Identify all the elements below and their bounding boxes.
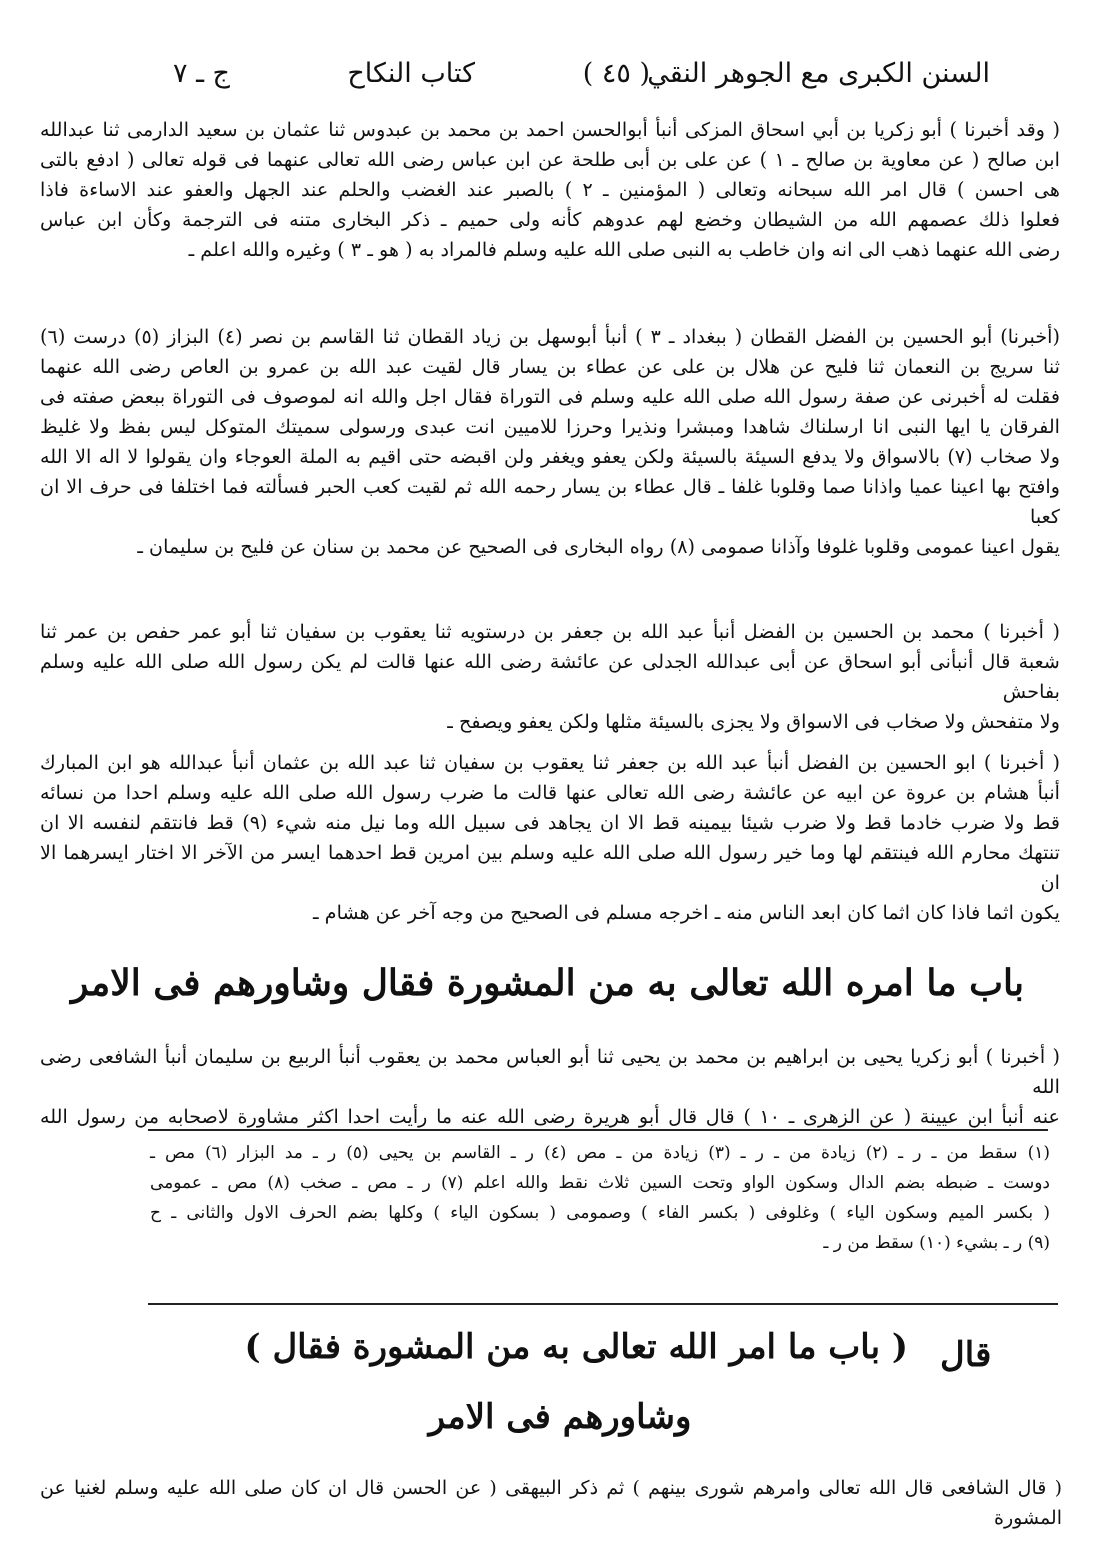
- text-line: هى احسن ) قال امر الله سبحانه وتعالى ( المؤمنين ـ ٢ ) بالصبر عند الغضب والحلم عند الجهل والعفو عند الاساءة فاذا: [40, 178, 1060, 201]
- text-line: ولا صخاب (٧) بالاسواق ولا يدفع السيئة بالسيئة ولكن يعفو ويغفر ولن اقبضه حتى اقيم به الملة العوجاء وان يقولوا لا اله الا الله: [40, 445, 1060, 468]
- text-line: يقول اعينا عمومى وقلوبا غلوفا وآذانا صمومى (٨) رواه البخارى فى الصحيح عن محمد بن سنان عن فليح بن سليمان ـ: [137, 535, 1060, 558]
- text-line: ولا متفحش ولا صخاب فى الاسواق ولا يجزى بالسيئة مثلها ولكن يعفو ويصفح ـ: [447, 710, 1060, 733]
- section-paragraph: [40, 1042, 1060, 1132]
- jawhar-heading-line2: وشاورهم فى الامر: [428, 1397, 692, 1437]
- paragraph-1: [40, 115, 1060, 265]
- text-line: ( وقد أخبرنا ) أبو زكريا بن أبي اسحاق المزكى أنبأ أبوالحسن احمد بن محمد بن عبدوس ثنا عثمان بن سعيد الدارمى ثنا عبدالله: [40, 118, 1060, 141]
- text-line: ثنا سريج بن النعمان ثنا فليح عن هلال بن على عن عطاء بن يسار قال لقيت عبد الله بن عمرو بن العاص رضى الله عنهما: [40, 355, 1060, 378]
- text-line: تنتهك محارم الله فينتقم لها وما خير رسول الله صلى الله عليه وسلم بين امرين قط احدهما ايسر من الآخر الا اختار ايسرهما الا ان: [40, 841, 1060, 894]
- text-line: فقلت له أخبرنى عن صفة رسول الله صلى الله عليه وسلم فى التوراة فقال اجل والله انه لموصوف فى التوراة ببعض صفته فى: [40, 385, 1060, 408]
- text-line: رضى الله عنهما ذهب الى انه وان خاطب به النبى صلى الله عليه وسلم فالمراد به ( هو ـ ٣ ) وغيره والله اعلم ـ: [188, 238, 1060, 261]
- paragraph-2: [40, 322, 1060, 562]
- header-volume: ج ـ ٧: [172, 58, 230, 89]
- text-line: ( أخبرنا ) محمد بن الحسين بن الفضل أنبأ عبد الله بن جعفر بن درستويه ثنا يعقوب بن سفيان ثنا أبو عمر حفص بن عمر ثنا: [40, 620, 1060, 643]
- header-book-title: السنن الكبرى مع الجوهر النقي: [647, 58, 990, 89]
- footnote-line: (٩) ر ـ بشيء (١٠) سقط من ر ـ: [823, 1233, 1050, 1253]
- section-heading: باب ما امره الله تعالى به من المشورة فقال وشاورهم فى الامر: [71, 962, 1024, 1004]
- text-line: قط ولا ضرب خادما قط ولا ضرب شيئا بيمينه قط الا ان يجاهد فى سبيل الله وما نيل منه شيء (٩) قط فانتقم لنفسه الا ان: [40, 811, 1060, 834]
- text-line: يكون اثما فاذا كان اثما كان ابعد الناس منه ـ اخرجه مسلم فى الصحيح من وجه آخر عن هشام ـ: [313, 901, 1060, 924]
- text-line: أنبأ هشام بن عروة عن ابيه عن عائشة رضى الله تعالى عنها قالت ما ضرب رسول الله صلى الله عليه وسلم احدا من نسائه: [40, 781, 1060, 804]
- footnotes: [150, 1138, 1050, 1258]
- header-chapter-title: كتاب النكاح: [347, 58, 475, 89]
- footnote-divider: [148, 1129, 1048, 1131]
- jawhar-text: ( قال الشافعى قال الله تعالى وامرهم شورى بينهم ) ثم ذكر البيهقى ( عن الحسن قال ان كان صلى الله عليه وسلم لغنيا عن المشورة: [40, 1477, 1062, 1529]
- jawhar-heading-line1: ( باب ما امر الله تعالى به من المشورة فقال ): [244, 1327, 908, 1367]
- page-header: [140, 52, 990, 96]
- paragraph-3: [40, 617, 1060, 737]
- text-line: شعبة قال أنبأنى أبو اسحاق عن أبى عبدالله الجدلى عن عائشة رضى الله عنها قالت لم يكن رسول الله صلى الله عليه وسلم بفاحش: [40, 650, 1060, 703]
- text-line: وافتح بها اعينا عميا واذانا صما وقلوبا غلفا ـ قال عطاء بن يسار رحمه الله ثم لقيت كعب الحبر فسألته فما اختلفا فى حرف الا ان كعبا: [40, 475, 1060, 528]
- text-line: ( أخبرنا ) أبو زكريا يحيى بن ابراهيم بن محمد بن يحيى ثنا أبو العباس محمد بن يعقوب أنبأ الربيع بن سليمان أنبأ الشافعى رضى الله: [40, 1045, 1060, 1098]
- paragraph-4: [40, 748, 1060, 928]
- jawhar-divider: [148, 1303, 1058, 1305]
- header-page-number: ( ٤٥ ): [582, 58, 650, 89]
- text-line: فعلوا ذلك عصمهم الله من الشيطان وخضع لهم عدوهم كأنه ولى حميم ـ ذكر البخارى متنه فى الترجمة وكأن ابن عباس: [40, 208, 1060, 231]
- text-line: الفرقان يا ايها النبى انا ارسلناك شاهدا ومبشرا ونذيرا وحرزا للاميين انت عبدى ورسولى سميتك المتوكل ليس بفظ ولا غليظ: [40, 415, 1060, 438]
- text-line: (أخبرنا) أبو الحسين بن الفضل القطان ( ببغداد ـ ٣ ) أنبأ أبوسهل بن زياد القطان ثنا القاسم بن نصر (٤) البزاز (٥) درست (٦): [40, 325, 1060, 348]
- text-line: عنه أنبأ ابن عيينة ( عن الزهرى ـ ١٠ ) قال قال أبو هريرة رضى الله عنه ما رأيت احدا اكثر مشاورة لاصحابه من رسول الله: [40, 1105, 1060, 1128]
- footnote-line: دوست ـ ضبطه بضم الدال وسكون الواو وتحت السين ثلاث نقط والله اعلم (٧) ر ـ مص ـ صخب (٨) مص ـ عمومى: [150, 1173, 1050, 1193]
- footnote-line: ( بكسر الميم وسكون الياء ) وغلوفى ( بكسر الفاء ) وصمومى ( بسكون الياء ) وكلها بضم الحرف الاول والثانى ـ ح: [150, 1203, 1050, 1223]
- jawhar-qal-label: قال: [940, 1335, 992, 1375]
- text-line: ( أخبرنا ) ابو الحسين بن الفضل أنبأ عبد الله بن جعفر ثنا يعقوب بن سفيان ثنا عبد الله بن عثمان أنبأ عبدالله هو ابن المبارك: [40, 751, 1060, 774]
- footnote-line: (١) سقط من ـ ر ـ (٢) زيادة من ـ ر ـ (٣) زيادة من ـ مص (٤) ر ـ القاسم بن يحيى (٥) ر ـ مد البزار (٦) مص ـ: [150, 1143, 1051, 1163]
- text-line: ابن صالح ( عن معاوية بن صالح ـ ١ ) عن على بن أبى طلحة عن ابن عباس رضى الله تعالى عنهما فى قوله تعالى ( ادفع بالتى: [40, 148, 1060, 171]
